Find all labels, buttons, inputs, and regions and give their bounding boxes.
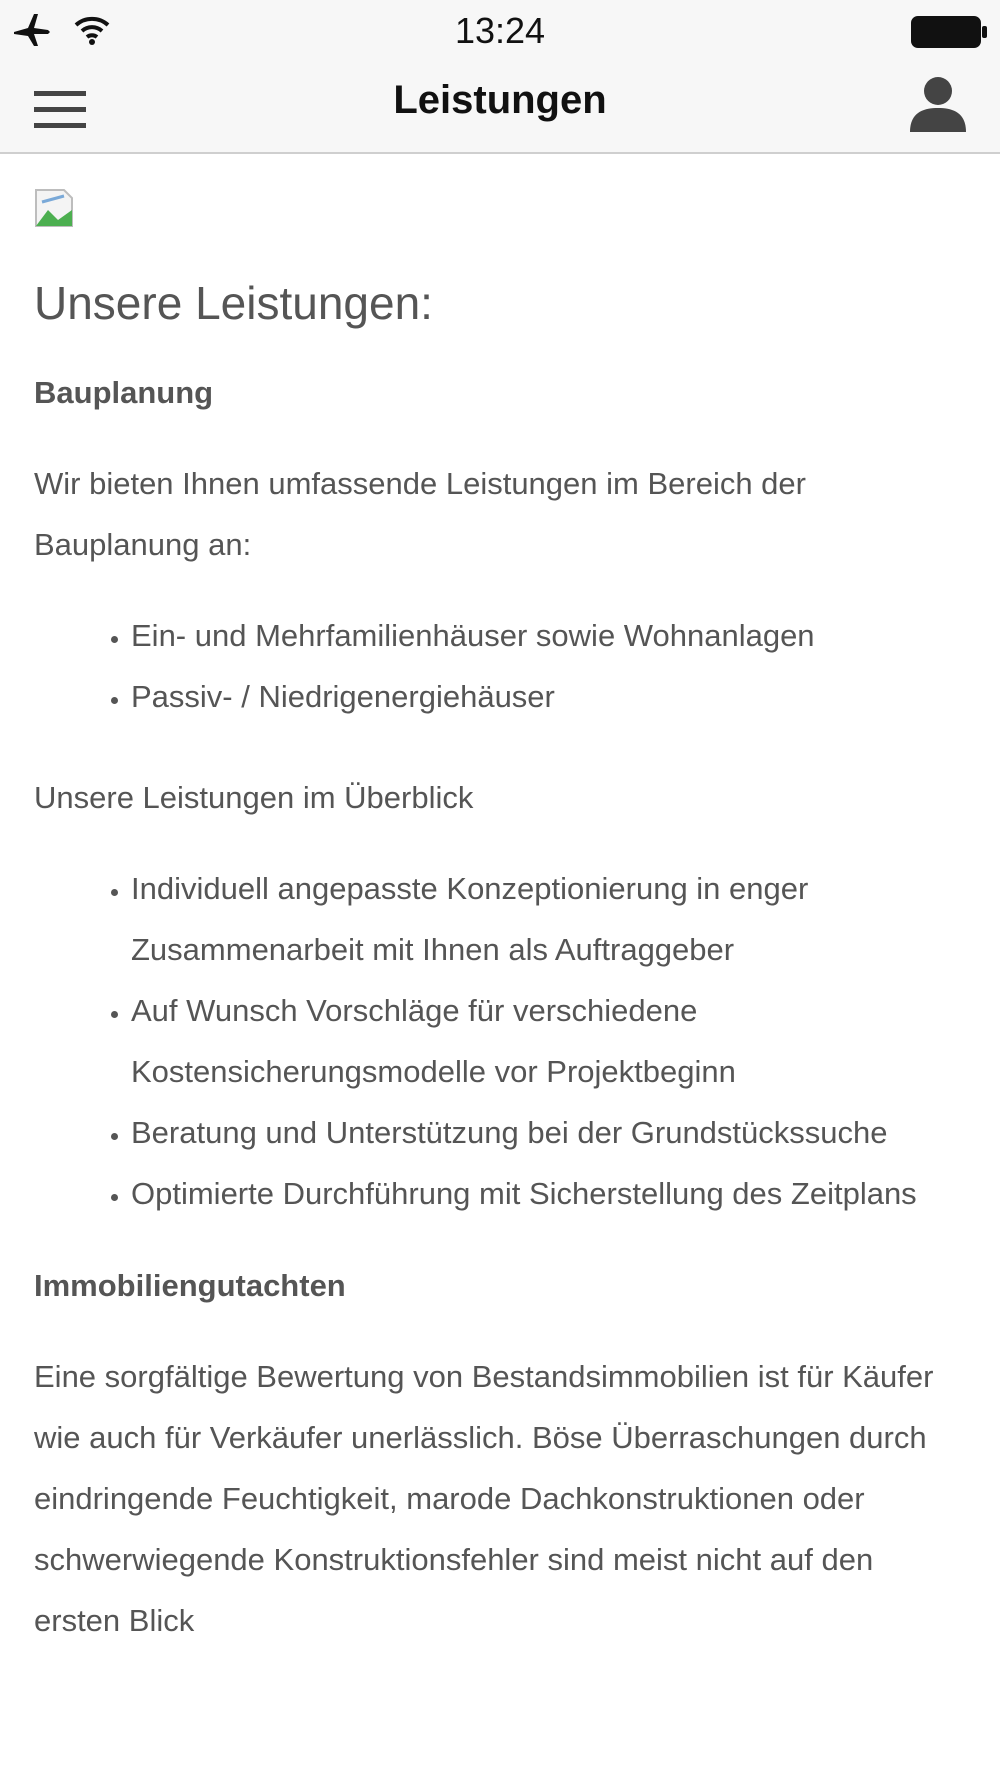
page-title: Leistungen [393, 78, 607, 122]
section-title-bauplanung: Bauplanung [34, 375, 214, 410]
section-title-immobiliengutachten: Immobiliengutachten [34, 1268, 346, 1303]
section-text-immobiliengutachten: Eine sorgfältige Bewertung von Bestandsimmobilien ist für Käufer wie auch für Verkäufer unerlässlich. Böse Überraschungen durch eindringende Feuchtigkeit, marode Dachkonstruktionen oder schwerwiegende Konstruktionsfehler sind meist nicht auf den ersten Blick [34, 1359, 934, 1638]
broken-image-icon [34, 188, 74, 228]
status-time: 13:24 [454, 10, 546, 51]
overview-label: Unsere Leistungen im Überblick [34, 780, 474, 815]
main-content [34, 154, 964, 1651]
status-bar [0, 0, 1000, 64]
content-heading: Unsere Leistungen: [34, 277, 433, 329]
list-item: • Passiv- / Niedrigenergiehäuser [131, 666, 964, 727]
bauplanung-list [34, 605, 964, 727]
list-item: • Optimierte Durchführung mit Sicherstellung des Zeitplans [131, 1163, 964, 1224]
list-item: • Auf Wunsch Vorschläge für verschiedene Kostensicherungsmodelle vor Projektbeginn [131, 980, 964, 1102]
overview-list [34, 858, 964, 1224]
user-icon[interactable] [906, 72, 970, 140]
navigation-bar [0, 64, 1000, 154]
section-intro-bauplanung: Wir bieten Ihnen umfassende Leistungen im Bereich der Bauplanung an: [34, 466, 806, 562]
list-item: • Individuell angepasste Konzeptionierung in enger Zusammenarbeit mit Ihnen als Auftraggeber [131, 858, 964, 980]
list-item: • Beratung und Unterstützung bei der Grundstückssuche [131, 1102, 964, 1163]
battery-icon [910, 15, 988, 49]
list-item: • Ein- und Mehrfamilienhäuser sowie Wohnanlagen [131, 605, 964, 666]
